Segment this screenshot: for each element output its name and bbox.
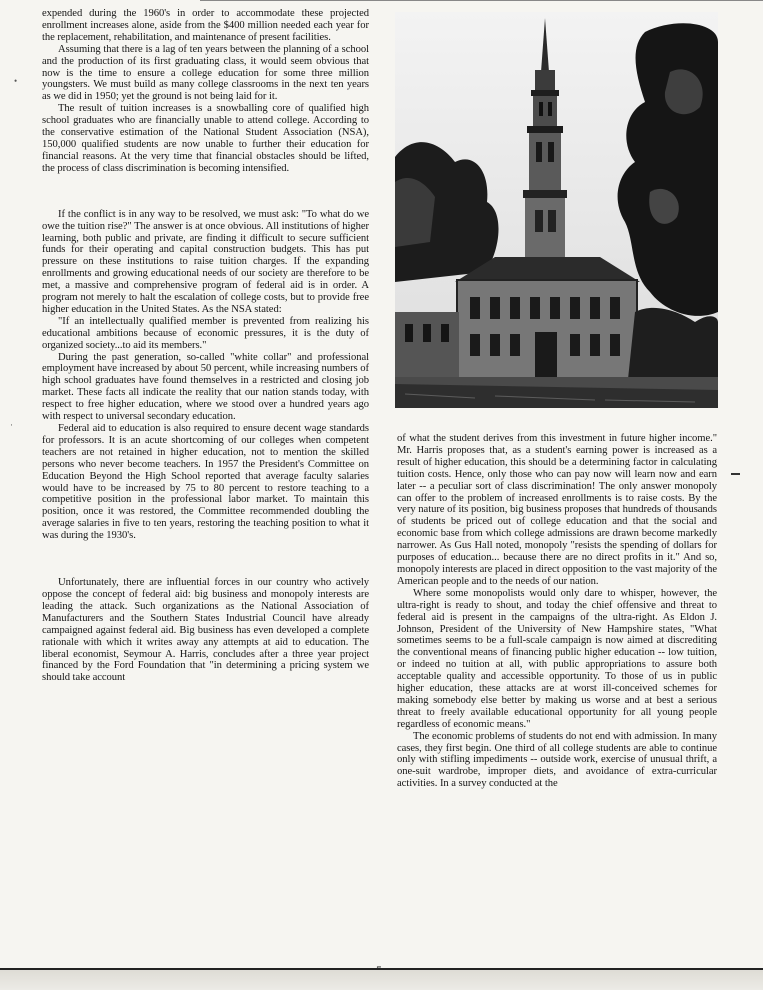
paragraph: of what the student derives from this investment in future higher income." Mr. Harris proposes that, as a student's earning power is increased as a result of higher education, this should be a determining factor in calculating tuition costs. Hence, only those who can pay now will learn now and earn later -- a peculiar sort of class discrimination! The only answer monopoly can offer to the problem of increased enrollments is to raise costs. By the very nature of its position, big business proposes that hundreds of thousands of students be priced out of college education and that the social and economic base from which college admissions are drawn become markedly narrower. As Gus Hall noted, monopoly "resists the spending of dollars for purposes of education... because there are no direct profits in it." And so, monopoly interests are placed in direct opposition to the vast majority of the American people and to the needs of our nation. (397, 433, 717, 587)
section-gap (42, 542, 369, 577)
margin-mark: · (10, 420, 13, 430)
paragraph: Federal aid to education is also required to ensure decent wage standards for professors. It is an acute shortcoming of our colleges when competent teachers are not retained in higher education, not to mention the skilled persons who never become teachers. In 1957 the President's Committee on Education Beyond the High School reported that average faculty salaries would have to be increased by 75 to 80 percent to restore teaching to a competitive position in the professional labor market. To maintain this position, once it was restored, the Committee recommended doubling the average salaries in five to ten years, restoring the teaching position to what it was during the 1930's. (42, 423, 369, 542)
page-bottom-edge (0, 970, 763, 990)
left-text-column (42, 8, 369, 684)
paragraph: If the conflict is in any way to be resolved, we must ask: "To what do we owe the tuition rise?" The answer is at once obvious. All institutions of higher learning, both public and private, are finding it difficult to secure sufficient funds for their operating and capital construction budgets. This has put pressure on these institutions to raise tuition charges. If the expanding enrollments and growing educational needs of our society are therefore to be met, a massive and comprehensive program of federal aid is in order. A program not merely to halt the escalation of college costs, but to provide free higher education in the United States. As the NSA stated: (42, 208, 369, 315)
paragraph: The economic problems of students do not end with admission. In many cases, they first begin. One third of all college students are able to continue only with stifling impediments -- outside work, exercise of unusual thrift, a one-suit wardrobe, improper diets, and avoidance of extra-curricular activities. In a survey conducted at the (397, 730, 717, 790)
section-gap (42, 175, 369, 209)
quotation-paragraph: "If an intellectually qualified member is prevented from realizing his educational ambitions because of economic pressures, it is the duty of organized society...to aid its members." (42, 315, 369, 351)
paragraph: During the past generation, so-called "white collar" and professional employment have increased by about 50 percent, while increasing numbers of high school graduates have found themselves in a restricted and closing job market. These facts all indicate the reality that our nation stands today, with respect to free higher education, where we stood over a hundred years ago with respect to universal secondary education. (42, 351, 369, 423)
right-text-column (397, 433, 717, 790)
top-edge-rule (200, 0, 763, 1)
margin-tick (731, 473, 740, 475)
paragraph: Unfortunately, there are influential forces in our country who actively oppose the concept of federal aid: big business and monopoly interests are leading the attack. Such organizations as the National Association of Manufacturers and the Southern States Industrial Council have already campaigned against federal aid. Big business has even developed a complete rationale with which it writes away any attempts at aid to education. The liberal economist, Seymour A. Harris, concludes after a three year project financed by the Ford Foundation that "in determining a pricing system we should take account (42, 577, 369, 684)
paragraph: expended during the 1960's in order to accommodate these projected enrollment increases alone, aside from the $400 million needed each year for the replacement, rehabilitation, and maintenance of present facilities. (42, 8, 369, 43)
college-tower-illustration (395, 12, 718, 408)
paragraph: Where some monopolists would only dare to whisper, however, the ultra-right is ready to shout, and today the chief offensive and threat to federal aid is present in the campaigns of the ultra-right. As Eldon J. Johnson, President of the University of New Hampshire states, "What sometimes seems to be a full-scale campaign is now aimed at discrediting the conventional means of financing public higher education -- low tuition, or indeed no tuition at all, with public appropriations to assure both acceptable quality and accessible opportunity. To those of us in public higher education, these attacks are at worst ill-conceived schemes for making somebody else better by making us worse and at best a serious threat to freely available educational opportunity for all young people regardless of economic means." (397, 587, 717, 730)
paragraph: Assuming that there is a lag of ten years between the planning of a school and the production of its first graduating class, it would seem obvious that now is the time to ensure a college education for some three million youngsters. We must build as many college classrooms in the next ten years as we did in 1950; yet the ground is not being laid for it. (42, 43, 369, 103)
paragraph: The result of tuition increases is a snowballing core of qualified high school graduates who are financially unable to attend college. According to the conservative estimation of the National Student Association (NSA), 150,000 qualified students are now unable to further their education for financial reasons. At the very time that financial obstacles should be lifted, the process of class discrimination is becoming intensified. (42, 103, 369, 174)
margin-mark: • (14, 76, 18, 86)
